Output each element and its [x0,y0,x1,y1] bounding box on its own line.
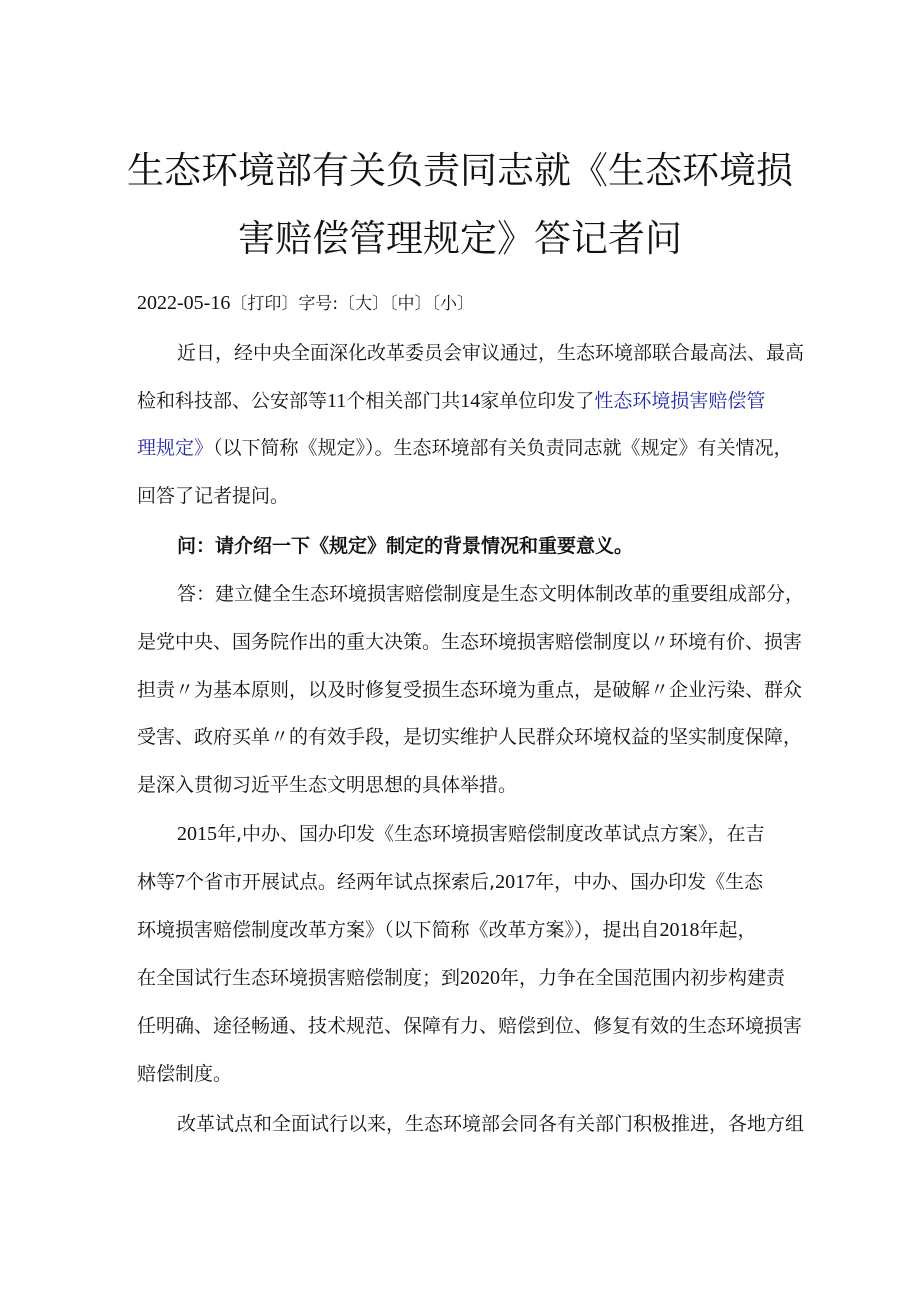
answer-1-line-3: 担责〃为基本原则，以及时修复受损生态环境为重点，是破解〃企业污染、群众 [137,679,803,701]
answer-1-line-2: 是党中央、国务院作出的重大决策。生态环境损害赔偿制度以〃环境有价、损害 [137,631,803,653]
paragraph-3-line-1 [177,819,765,849]
year-2017: 2017 [495,871,536,893]
font-size-label: 字号: [298,294,339,314]
year-2015: 2015 [177,823,217,845]
text-segment: 家单位印发了 [480,390,595,412]
paragraph-1-line-4: 回答了记者提问。 [137,485,290,507]
paragraph-1-line-3 [137,433,793,463]
regulation-link-part-1[interactable]: 性态环境损害赔偿管 [594,390,766,412]
page-title-line-1: 生态环境部有关负责同志就《生态环境损 [127,149,793,192]
year-2018: 2018 [659,919,700,941]
font-size-large-link[interactable]: 〔大〕 [338,294,390,314]
page-title-line-2: 害赔偿管理规定》答记者问 [238,217,682,260]
paragraph-4-line-1: 改革试点和全面试行以来，生态环境部会同各有关部门积极推进，各地方组 [177,1113,805,1135]
paragraph-3-line-2 [137,867,763,897]
regulation-link-part-2[interactable]: 理规定》 [137,437,214,459]
text-segment: 个相关部门共 [346,390,461,412]
text-segment: 年，力争在全国范围内初步构建责 [500,967,786,989]
text-segment: 检和科技部、公安部等 [137,390,328,412]
text-segment: （以下简称《规定》）。生态环境部有关负责同志就《规定》有关情况， [213,437,793,459]
paragraph-3-line-6: 赔偿制度。 [137,1063,233,1085]
text-segment: 林等 [137,871,176,893]
text-segment: 年,中办、国办印发《生态环境损害赔偿制度改革试点方案》，在吉 [217,823,765,845]
font-size-small-link[interactable]: 〔小〕 [431,294,475,314]
text-segment: 环境损害赔偿制度改革方案》（以下简称《改革方案》），提出自 [137,919,660,941]
answer-1-line-4: 受害、政府买单〃的有效手段，是切实维护人民群众环境权益的坚实制度保障， [137,726,803,748]
print-link[interactable]: 〔打印〕 [230,294,299,314]
number-14: 14 [460,390,481,412]
text-segment: 年起， [699,919,757,941]
number-7: 7 [175,871,186,893]
text-segment: 个省市开展试点。经两年试点探索后, [185,871,496,893]
publish-date: 2022-05-16 [137,292,231,314]
question-1: 问：请介绍一下《规定》制定的背景情况和重要意义。 [177,535,634,557]
paragraph-3-line-5: 任明确、途径畅通、技术规范、保障有力、赔偿到位、修复有效的生态环境损害 [137,1015,803,1037]
paragraph-3-line-3 [137,915,757,945]
article-meta [137,290,474,317]
text-segment: 年，中办、国办印发《生态 [535,871,764,893]
answer-1-line-5: 是深入贯彻习近平生态文明思想的具体举措。 [137,774,518,796]
text-segment: 在全国试行生态环境损害赔偿制度；到 [137,967,461,989]
year-2020: 2020 [460,967,501,989]
paragraph-3-line-4 [137,963,785,993]
font-size-medium-link[interactable]: 〔中〕 [389,294,432,314]
paragraph-1-line-2 [137,386,765,416]
answer-1-line-1: 答：建立健全生态环境损害赔偿制度是生态文明体制改革的重要组成部分， [177,583,805,605]
paragraph-1-line-1: 近日，经中央全面深化改革委员会审议通过，生态环境部联合最高法、最高 [177,342,805,364]
number-11: 11 [327,390,347,412]
